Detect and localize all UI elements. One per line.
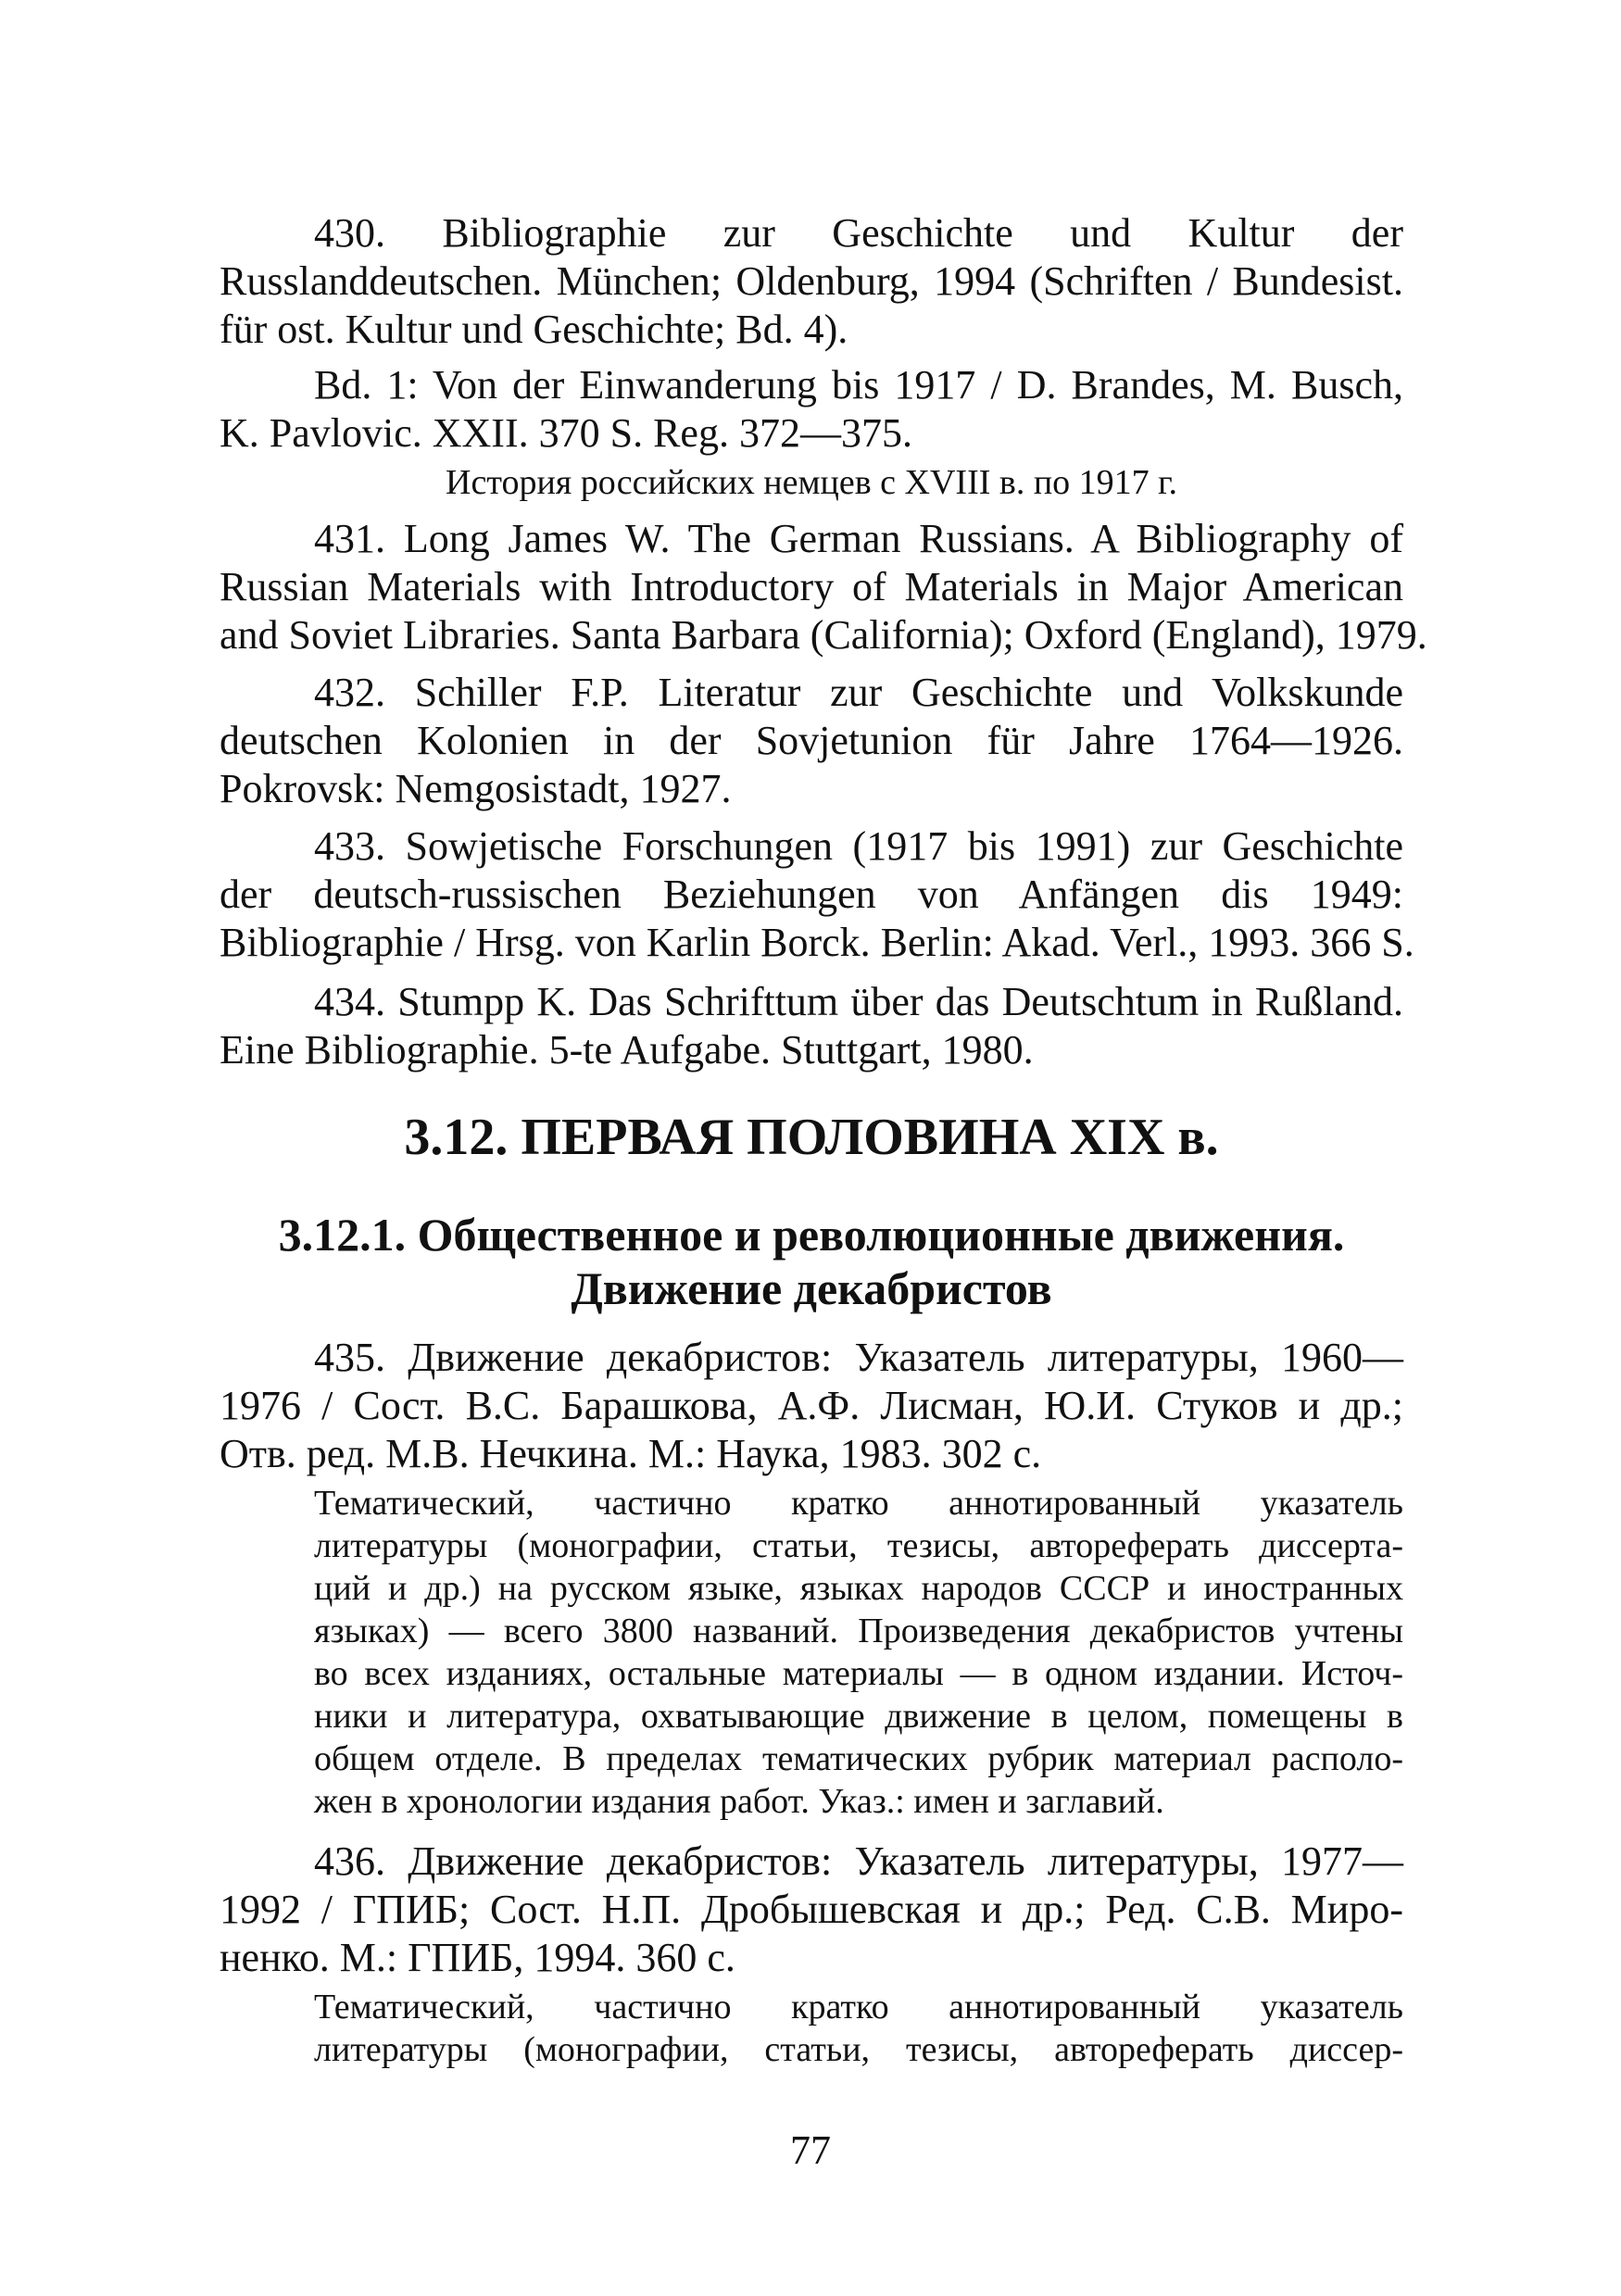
entry-431-line-3: and Soviet Libraries. Santa Barbara (California); Oxford (England), 1979. [220, 612, 1427, 658]
annotation-line: литературы (монографии, статьи, тезисы, автореферать диссерта- [314, 1526, 1403, 1565]
entry-432-line-2: deutschen Kolonien in der Sovjetunion für Jahre 1764—1926. [220, 718, 1403, 763]
entry-432-line-1: 432. Schiller F.P. Literatur zur Geschichte und Volkskunde [314, 670, 1403, 715]
annotation-line: литературы (монографии, статьи, тезисы, автореферать диссер- [314, 2030, 1403, 2069]
entry-434-line-1: 434. Stumpp K. Das Schrifttum über das Deutschtum in Rußland. [314, 979, 1403, 1024]
entry-435-line-2: 1976 / Сост. В.С. Барашкова, А.Ф. Лисман, Ю.И. Стуков и др.; [220, 1383, 1403, 1428]
annotation-line: Тематический, частично кратко аннотированный указатель [314, 1988, 1403, 2026]
entry-433-line-2: der deutsch-russischen Beziehungen von Anfängen dis 1949: [220, 872, 1403, 917]
annotation-line: общем отделе. В пределах тематических рубрик материал располо- [314, 1739, 1403, 1778]
entry-430-annotation: История российских немцев с XVIII в. по 1917 г. [446, 463, 1177, 502]
entry-430-line-3: für ost. Kultur und Geschichte; Bd. 4). [220, 307, 848, 352]
entry-433-line-1: 433. Sowjetische Forschungen (1917 bis 1991) zur Geschichte [314, 823, 1403, 869]
entry-430-line-1: 430. Bibliographie zur Geschichte und Kultur der [314, 210, 1403, 256]
annotation-line: языках) — всего 3800 названий. Произведения декабристов учтены [314, 1612, 1403, 1650]
entry-431-line-2: Russian Materials with Introductory of Materials in Major American [220, 564, 1403, 609]
annotation-line: во всех изданиях, остальные материалы — в одном издании. Источ- [314, 1654, 1403, 1693]
entry-431-line-1: 431. Long James W. The German Russians. A Bibliography of [314, 516, 1403, 561]
entry-432-line-3: Pokrovsk: Nemgosistadt, 1927. [220, 766, 732, 811]
subsection-heading-line-1: 3.12.1. Общественное и революционные движения. [278, 1209, 1345, 1261]
annotation-line: ций и др.) на русском языке, языках народов СССР и иностранных [314, 1569, 1403, 1608]
section-heading: 3.12. ПЕРВАЯ ПОЛОВИНА XIX в. [404, 1109, 1219, 1166]
entry-435-line-1: 435. Движение декабристов: Указатель литературы, 1960— [314, 1335, 1403, 1380]
entry-430-volume-line-1: Bd. 1: Von der Einwanderung bis 1917 / D. Brandes, M. Busch, [314, 362, 1403, 408]
entry-430-line-2: Russlanddeutschen. München; Oldenburg, 1994 (Schriften / Bundesist. [220, 258, 1403, 304]
annotation-line: Тематический, частично кратко аннотированный указатель [314, 1484, 1403, 1523]
annotation-line: жен в хронологии издания работ. Указ.: имен и заглавий. [314, 1782, 1164, 1821]
page-number: 77 [790, 2127, 831, 2173]
entry-436-line-2: 1992 / ГПИБ; Сост. Н.П. Дробышевская и др.; Ред. С.В. Миро- [220, 1887, 1403, 1932]
entry-434-line-2: Eine Bibliographie. 5-te Aufgabe. Stuttgart, 1980. [220, 1027, 1034, 1073]
entry-436-line-1: 436. Движение декабристов: Указатель литературы, 1977— [314, 1838, 1403, 1884]
subsection-heading-line-2: Движение декабристов [571, 1262, 1052, 1314]
entry-430-volume-line-2: K. Pavlovic. XXII. 370 S. Reg. 372—375. [220, 410, 912, 456]
entry-436-line-3: ненко. М.: ГПИБ, 1994. 360 с. [220, 1935, 735, 1980]
annotation-line: ники и литература, охватывающие движение в целом, помещены в [314, 1697, 1403, 1736]
entry-435-line-3: Отв. ред. М.В. Нечкина. М.: Наука, 1983. 302 с. [220, 1431, 1042, 1476]
entry-433-line-3: Bibliographie / Hrsg. von Karlin Borck. Berlin: Akad. Verl., 1993. 366 S. [220, 920, 1414, 965]
